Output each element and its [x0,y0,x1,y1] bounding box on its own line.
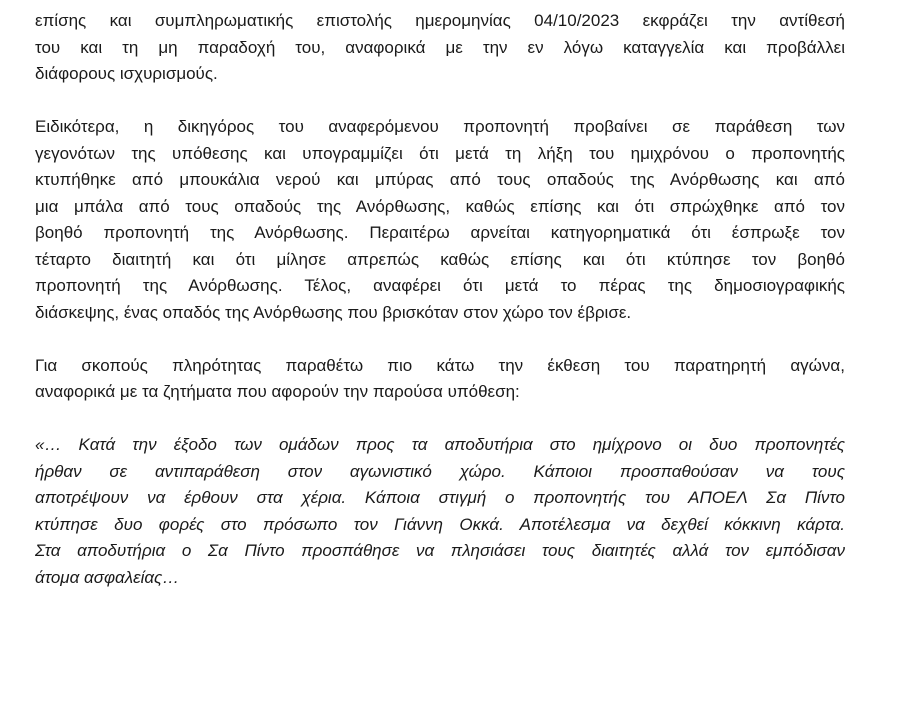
text-line: Για σκοπούς πληρότητας παραθέτω πιο κάτω την έκθεση του παρατηρητή αγώνα, [35,355,845,375]
text-line: γεγονότων της υπόθεσης και υπογραμμίζει ότι μετά τη λήξη του ημιχρόνου ο προπονητής [35,143,845,163]
text-line: προπονητή της Ανόρθωσης. Τέλος, αναφέρει ότι μετά το πέρας της δημοσιογραφικής [35,276,845,295]
text-line: διάσκεψης, ένας οπαδός της Ανόρθωσης που βρισκόταν στον χώρο τον έβρισε. [35,302,632,322]
text-line: «… Κατά την έξοδο των ομάδων προς τα αποδυτήρια στο ημίχρονο οι δυο προπονητές [35,435,845,454]
text-line: Στα αποδυτήρια ο Σα Πίντο προσπάθησε να πλησιάσει τους διαιτητές αλλά τον εμπόδισαν [35,541,845,560]
text-line: βοηθό προπονητή της Ανόρθωσης. Περαιτέρω αρνείται κατηγορηματικά ότι έσπρωξε τον [35,223,845,242]
text-line: κτυπήθηκε από μπουκάλια νερού και μπύρας από τους οπαδούς της Ανόρθωσης και από [35,170,845,189]
text-line: άτομα ασφαλείας… [35,567,180,587]
text-line: τέταρτο διαιτητή και ότι μίλησε απρεπώς καθώς επίσης και ότι κτύπησε τον βοηθό [35,249,845,269]
text-line: του και τη μη παραδοχή του, αναφορικά με την εν λόγω καταγγελία και προβάλλει [35,37,845,57]
text-line: αποτρέψουν να έρθουν στα χέρια. Κάποια στιγμή ο προπονητής του ΑΠΟΕΛ Σα Πίντο [35,488,845,507]
text-line: διάφορους ισχυρισμούς. [35,64,218,83]
paragraph-observer-quote [35,432,845,591]
text-line: Ειδικότερα, η δικηγόρος του αναφερόμενου προπονητή προβαίνει σε παράθεση των [35,117,845,136]
text-line: ήρθαν σε αντιπαράθεση στον αγωνιστικό χώρο. Κάποιοι προσπαθούσαν να τους [35,461,845,481]
paragraph-observer-intro [35,353,845,406]
text-line: μια μπάλα από τους οπαδούς της Ανόρθωσης, καθώς επίσης και ότι σπρώχθηκε από τον [35,196,845,216]
paragraph-objection [35,8,845,88]
text-line: αναφορικά με τα ζητήματα που αφορούν την παρούσα υπόθεση: [35,382,520,401]
document-page [35,8,845,618]
paragraph-lawyer-claims [35,114,845,326]
text-line: επίσης και συμπληρωματικής επιστολής ημερομηνίας 04/10/2023 εκφράζει την αντίθεσή [35,11,845,30]
text-line: κτύπησε δυο φορές στο πρόσωπο τον Γιάννη Οκκά. Αποτέλεσμα να δεχθεί κόκκινη κάρτα. [35,514,845,534]
